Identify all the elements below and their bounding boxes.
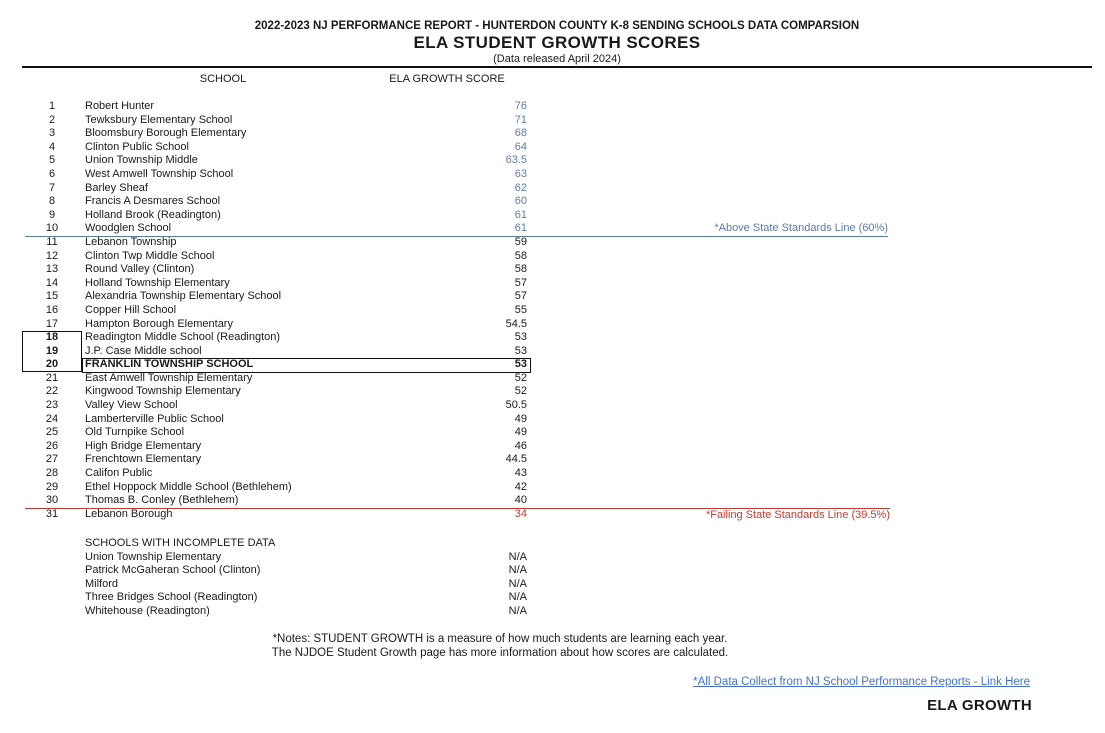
row-score: 76: [514, 100, 527, 112]
row-score: 61: [514, 222, 527, 235]
row-school: Barley Sheaf: [85, 181, 148, 194]
table-row: [22, 413, 527, 427]
incomplete-row: [22, 578, 527, 592]
row-school: Whitehouse (Readington): [85, 604, 210, 617]
row-school: Woodglen School: [85, 222, 172, 235]
table-row: [22, 304, 527, 318]
row-rank: 11: [46, 235, 58, 248]
table-row: [22, 508, 527, 522]
table-row: [22, 209, 527, 223]
row-rank: 18: [45, 331, 59, 344]
incomplete-data-heading: SCHOOLS WITH INCOMPLETE DATA: [85, 537, 276, 549]
row-score: 49: [514, 412, 527, 425]
row-rank: 29: [45, 480, 59, 493]
table-row: [22, 277, 527, 291]
row-rank: 10: [45, 222, 59, 235]
table-row: [22, 182, 527, 196]
row-rank: 30: [45, 494, 59, 507]
sheet-label: ELA GROWTH: [927, 697, 1032, 714]
row-score: 63.5: [505, 154, 527, 167]
row-score: 43: [514, 467, 527, 480]
row-school: High Bridge Elementary: [85, 439, 202, 452]
row-school: Old Turnpike School: [85, 426, 185, 439]
row-rank: 19: [45, 344, 59, 357]
row-rank: 5: [48, 154, 56, 167]
row-school: Califon Public: [85, 467, 153, 480]
row-school: Lamberterville Public School: [85, 412, 224, 425]
row-school: Robert Hunter: [85, 100, 155, 112]
row-school: Lebanon Township: [85, 235, 177, 248]
row-school: Union Township Elementary: [85, 550, 222, 563]
row-score: 59: [514, 235, 527, 248]
row-rank: 20: [45, 358, 59, 371]
row-school: Readington Middle School (Readington): [85, 331, 281, 344]
row-school: Holland Township Elementary: [85, 276, 230, 289]
table-row: [22, 250, 527, 264]
row-score: N/A: [508, 577, 527, 590]
row-rank: 27: [45, 453, 59, 466]
table-row: [22, 399, 527, 413]
table-row: [22, 440, 527, 454]
row-school: Holland Brook (Readington): [85, 208, 221, 221]
table-row: [22, 141, 527, 155]
row-school: J.P. Case Middle school: [85, 344, 202, 357]
table-row: [22, 100, 527, 114]
notes-line-1: *Notes: STUDENT GROWTH is a measure of how much students are learning each year.: [272, 633, 728, 645]
row-rank: 24: [45, 412, 59, 425]
row-school: Francis A Desmares School: [85, 195, 221, 208]
data-source-link[interactable]: *All Data Collect from NJ School Performance Reports - Link Here: [693, 676, 1030, 688]
table-row: [22, 290, 527, 304]
row-school: East Amwell Township Elementary: [85, 371, 253, 384]
school-score-table: [22, 100, 527, 521]
table-row: [22, 222, 527, 236]
column-header-school: SCHOOL: [199, 73, 247, 85]
row-rank: 26: [45, 439, 59, 452]
incomplete-row: [22, 551, 527, 565]
row-school: Ethel Hoppock Middle School (Bethlehem): [85, 480, 292, 493]
row-school: Round Valley (Clinton): [85, 263, 195, 276]
row-school: Frenchtown Elementary: [85, 453, 202, 466]
row-rank: 16: [45, 303, 59, 316]
row-school: Three Bridges School (Readington): [85, 591, 258, 604]
row-score: 40: [514, 494, 527, 507]
row-rank: 4: [48, 140, 56, 153]
row-school: Clinton Public School: [85, 140, 189, 153]
page-title: ELA STUDENT GROWTH SCORES: [413, 33, 701, 52]
table-row: [22, 318, 527, 332]
column-header-score: ELA GROWTH SCORE: [389, 73, 505, 85]
table-row: [22, 426, 527, 440]
incomplete-row: [22, 564, 527, 578]
row-school: Copper Hill School: [85, 303, 177, 316]
row-score: 61: [514, 208, 527, 221]
row-rank: 22: [45, 385, 59, 398]
row-school: Valley View School: [85, 399, 178, 412]
row-score: N/A: [508, 564, 527, 577]
incomplete-row: [22, 605, 527, 619]
incomplete-row: [22, 591, 527, 605]
row-rank: 25: [45, 426, 59, 439]
header-rule: [22, 66, 1092, 68]
row-rank: 12: [45, 249, 59, 262]
row-score: 64: [514, 140, 527, 153]
table-row: [22, 127, 527, 141]
row-school: Lebanon Borough: [85, 507, 173, 520]
table-row: [22, 453, 527, 467]
row-rank: 1: [48, 100, 56, 112]
row-score: 46: [514, 439, 527, 452]
row-score: 42: [514, 480, 527, 493]
row-score: 54.5: [505, 317, 527, 330]
row-school: FRANKLIN TOWNSHIP SCHOOL: [85, 358, 254, 371]
row-score: 53: [514, 344, 527, 357]
row-score: 50.5: [505, 399, 527, 412]
row-score: 63: [514, 167, 527, 180]
row-school: Patrick McGaheran School (Clinton): [85, 564, 261, 577]
row-score: 55: [514, 303, 527, 316]
row-rank: 31: [45, 507, 59, 520]
table-row: [22, 385, 527, 399]
table-row: [22, 236, 527, 250]
row-score: 68: [514, 127, 527, 140]
row-school: Tewksbury Elementary School: [85, 113, 233, 126]
incomplete-data-section: [22, 537, 527, 619]
row-school: Clinton Twp Middle School: [85, 249, 215, 262]
table-row: [22, 331, 527, 345]
table-row: [22, 481, 527, 495]
row-rank: 17: [45, 317, 59, 330]
report-subject-line: 2022-2023 NJ PERFORMANCE REPORT - HUNTERDON COUNTY K-8 SENDING SCHOOLS DATA COMPARSION: [254, 20, 860, 32]
row-rank: 15: [45, 290, 59, 303]
row-school: Hampton Borough Elementary: [85, 317, 233, 330]
row-score: 62: [514, 181, 527, 194]
row-score: 58: [514, 263, 527, 276]
table-row-franklin: [22, 358, 527, 372]
above-standards-label: *Above State Standards Line (60%): [714, 222, 888, 234]
row-rank: 9: [48, 208, 56, 221]
row-score: 44.5: [505, 453, 527, 466]
table-row: [22, 372, 527, 386]
release-date-subtitle: (Data released April 2024): [493, 53, 621, 65]
row-school: Thomas B. Conley (Bethlehem): [85, 494, 239, 507]
table-row: [22, 114, 527, 128]
row-rank: 13: [45, 263, 59, 276]
row-score: 71: [514, 113, 527, 126]
row-score: N/A: [508, 591, 527, 604]
row-score: 53: [514, 331, 527, 344]
row-rank: 28: [45, 467, 59, 480]
row-rank: 21: [45, 371, 59, 384]
table-row: [22, 263, 527, 277]
table-row: [22, 345, 527, 359]
row-rank: 6: [48, 167, 56, 180]
notes-block: [0, 632, 1000, 660]
row-school: Kingwood Township Elementary: [85, 385, 241, 398]
row-score: N/A: [508, 550, 527, 563]
row-rank: 7: [48, 181, 56, 194]
row-score: N/A: [508, 604, 527, 617]
failing-standards-label: *Failing State Standards Line (39.5%): [705, 509, 890, 521]
row-rank: 14: [45, 276, 59, 289]
table-row: [22, 494, 527, 508]
row-score: 53: [514, 358, 527, 371]
row-school: Milford: [85, 577, 119, 590]
above-standards-line: [25, 236, 888, 237]
row-school: Union Township Middle: [85, 154, 198, 167]
table-row: [22, 168, 527, 182]
row-score: 49: [514, 426, 527, 439]
row-rank: 2: [48, 113, 56, 126]
row-score: 60: [514, 195, 527, 208]
row-score: 52: [514, 371, 527, 384]
row-rank: 8: [48, 195, 56, 208]
row-rank: 3: [48, 127, 56, 140]
table-row: [22, 154, 527, 168]
row-score: 57: [514, 276, 527, 289]
notes-line-2: The NJDOE Student Growth page has more information about how scores are calculated.: [271, 647, 729, 659]
table-row: [22, 195, 527, 209]
row-score: 34: [514, 507, 527, 520]
row-rank: 23: [45, 399, 59, 412]
row-score: 58: [514, 249, 527, 262]
row-score: 52: [514, 385, 527, 398]
row-school: Bloomsbury Borough Elementary: [85, 127, 247, 140]
table-row: [22, 467, 527, 481]
row-score: 57: [514, 290, 527, 303]
row-school: West Amwell Township School: [85, 167, 234, 180]
row-school: Alexandria Township Elementary School: [85, 290, 282, 303]
